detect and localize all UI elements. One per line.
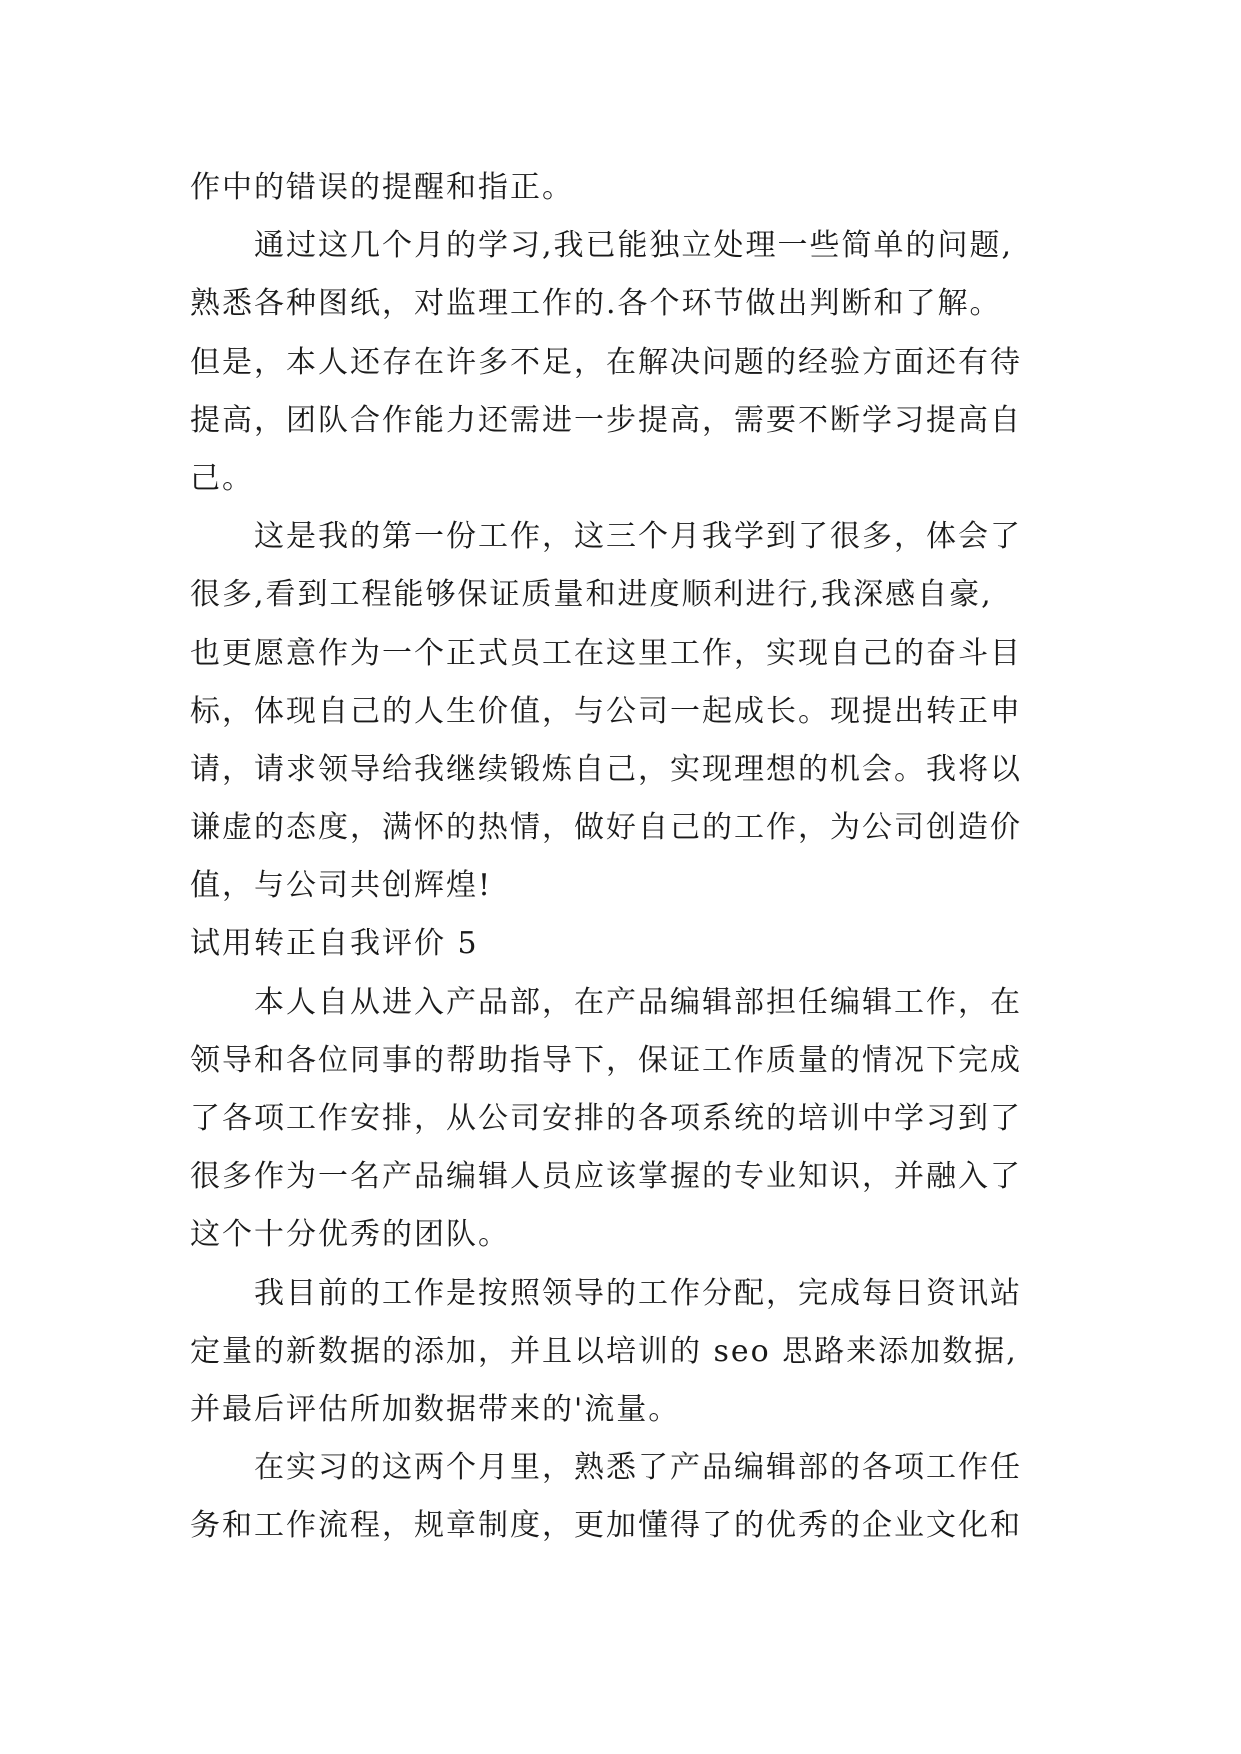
text-line: 本人自从进入产品部，在产品编辑部担任编辑工作，在 [254,984,1022,1020]
text-line: 熟悉各种图纸，对监理工作的.各个环节做出判断和了解。 [190,286,1002,322]
text-line: 这个十分优秀的团队。 [190,1217,510,1253]
text-line: 这是我的第一份工作，这三个月我学到了很多，体会了 [254,519,1022,555]
section-heading: 试用转正自我评价 5 [190,926,479,962]
text-line: 谦虚的态度，满怀的热情，做好自己的工作，为公司创造价 [190,810,1022,846]
text-line: 定量的新数据的添加，并且以培训的 seo 思路来添加数据, [190,1333,1018,1369]
text-line: 己。 [190,460,254,496]
text-line: 并最后评估所加数据带来的'流量。 [190,1391,681,1427]
document-body [190,159,1070,1556]
text-line: 很多作为一名产品编辑人员应该掌握的专业知识，并融入了 [190,1159,1022,1195]
text-line: 请，请求领导给我继续锻炼自己，实现理想的机会。我将以 [190,751,1022,787]
text-line: 务和工作流程，规章制度，更加懂得了的优秀的企业文化和 [190,1508,1022,1544]
text-line: 领导和各位同事的帮助指导下，保证工作质量的情况下完成 [190,1042,1022,1078]
text-line: 作中的错误的提醒和指正。 [190,170,574,205]
text-line: 在实习的这两个月里，熟悉了产品编辑部的各项工作任 [254,1450,1022,1486]
text-line: 标，体现自己的人生价值，与公司一起成长。现提出转正申 [190,693,1022,729]
text-line: 值，与公司共创辉煌! [190,868,493,904]
text-line: 也更愿意作为一个正式员工在这里工作，实现自己的奋斗目 [190,635,1022,671]
text-line: 但是，本人还存在许多不足，在解决问题的经验方面还有待 [190,344,1022,380]
text-line: 了各项工作安排，从公司安排的各项系统的培训中学习到了 [190,1101,1022,1136]
text-line: 我目前的工作是按照领导的工作分配，完成每日资讯站 [254,1275,1022,1311]
text-line: 提高，团队合作能力还需进一步提高，需要不断学习提高自 [190,402,1022,438]
text-line: 通过这几个月的学习,我已能独立处理一些简单的问题, [254,228,1014,264]
text-line: 很多,看到工程能够保证质量和进度顺利进行,我深感自豪, [190,577,993,613]
